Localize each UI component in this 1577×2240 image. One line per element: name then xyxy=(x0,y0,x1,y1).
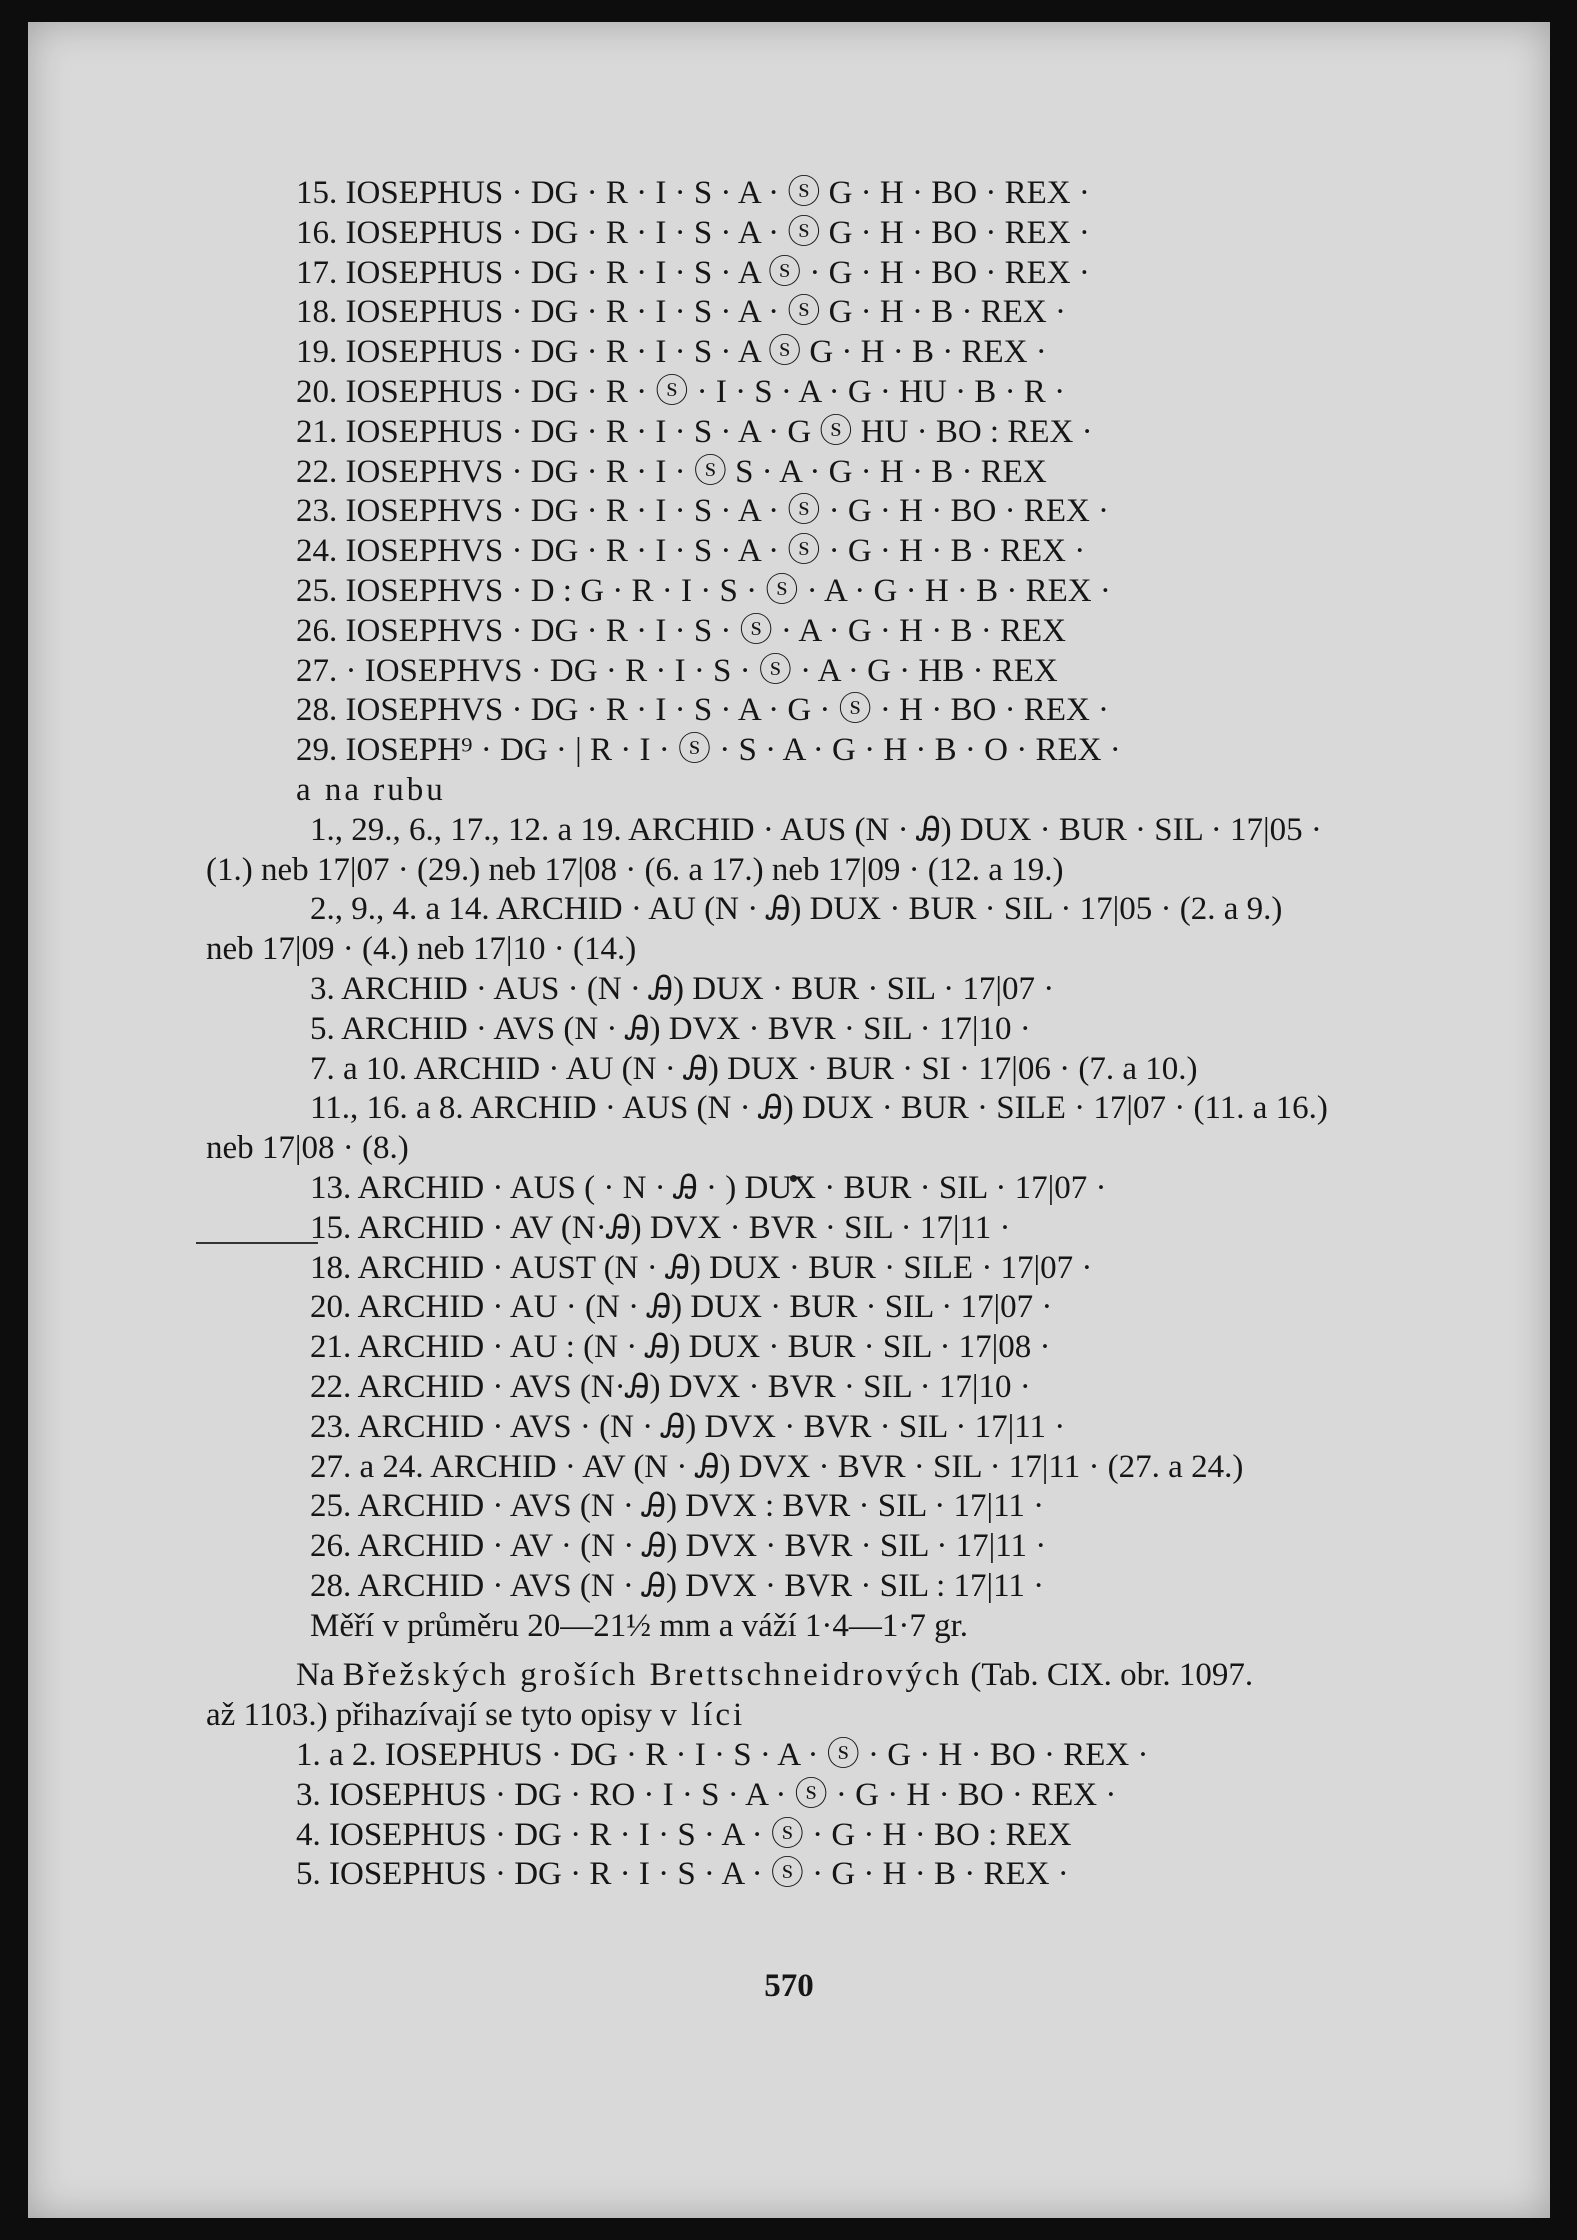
list-item: 25. ARCHID · AVS (N · Ꭿ) DVX : BVR · SIL · 17|11 · xyxy=(310,1488,1045,1525)
list-item: 29. IOSEPH⁹ · DG · | R · I · ⓢ · S · A · G · H · B · O · REX · xyxy=(296,732,1121,769)
intro-spaced-title: Břežských groších Brettschneidrových xyxy=(342,1657,963,1694)
list-item: 3. ARCHID · AUS · (N · Ꭿ) DUX · BUR · SIL · 17|07 · xyxy=(310,970,1055,1007)
intro-prefix: až 1103.) přihazívají se tyto opisy xyxy=(206,1697,661,1734)
list-item: neb 17|08 · (8.) xyxy=(206,1130,409,1167)
obverse-inscriptions xyxy=(206,174,1456,771)
list-item: 11., 16. a 8. ARCHID · AUS (N · Ꭿ) DUX · BUR · SILE · 17|07 · (11. a 16.) xyxy=(310,1090,1328,1127)
list-item: 2., 9., 4. a 14. ARCHID · AU (N · Ꭿ) DUX · BUR · SIL · 17|05 · (2. a 9.) xyxy=(310,891,1283,928)
list-item: 5. IOSEPHUS · DG · R · I · S · A · ⓢ · G · H · B · REX · xyxy=(296,1856,1069,1893)
list-item: 23. IOSEPHVS · DG · R · I · S · A · ⓢ · G · H · BO · REX · xyxy=(296,493,1110,530)
list-item: neb 17|09 · (4.) neb 17|10 · (14.) xyxy=(206,931,637,968)
list-item: 28. IOSEPHVS · DG · R · I · S · A · G · ⓢ · H · BO · REX · xyxy=(296,692,1110,729)
list-item: 18. IOSEPHUS · DG · R · I · S · A · ⓢ G · H · B · REX · xyxy=(296,294,1066,331)
list-item: 20. IOSEPHUS · DG · R · ⓢ · I · S · A · G · HU · B · R · xyxy=(296,373,1066,410)
list-item: 16. IOSEPHUS · DG · R · I · S · A · ⓢ G · H · BO · REX · xyxy=(296,214,1090,251)
list-item: 5. ARCHID · AVS (N · Ꭿ) DVX · BVR · SIL · 17|10 · xyxy=(310,1010,1031,1047)
list-item: 25. IOSEPHVS · D : G · R · I · S · ⓢ · A · G · H · B · REX · xyxy=(296,572,1111,609)
list-item: 27. · IOSEPHVS · DG · R · I · S · ⓢ · A · G · HB · REX xyxy=(296,652,1058,689)
list-item: 7. a 10. ARCHID · AU (N · Ꭿ) DUX · BUR · SI · 17|06 · (7. a 10.) xyxy=(310,1050,1198,1087)
list-item: 1., 29., 6., 17., 12. a 19. ARCHID · AUS (N · Ꭿ) DUX · BUR · SIL · 17|05 · xyxy=(310,811,1322,848)
list-item: 21. ARCHID · AU : (N · Ꭿ) DUX · BUR · SIL · 17|08 · xyxy=(310,1329,1051,1366)
list-item: 15. IOSEPHUS · DG · R · I · S · A · ⓢ G · H · BO · REX · xyxy=(296,175,1090,211)
list-item: 21. IOSEPHUS · DG · R · I · S · A · G ⓢ HU · BO : REX · xyxy=(296,413,1093,450)
reverse-inscriptions xyxy=(206,811,1456,1647)
list-item: 23. ARCHID · AVS · (N · Ꭿ) DVX · BVR · SIL · 17|11 · xyxy=(310,1408,1066,1445)
reverse-heading: a na rubu xyxy=(296,771,446,808)
list-item: 26. ARCHID · AV · (N · Ꭿ) DVX · BVR · SIL · 17|11 · xyxy=(310,1528,1047,1565)
list-item: 1. a 2. IOSEPHUS · DG · R · I · S · A · ⓢ · G · H · BO · REX · xyxy=(296,1737,1149,1774)
intro-suffix: (Tab. CIX. obr. 1097. xyxy=(962,1657,1254,1694)
list-item: 28. ARCHID · AVS (N · Ꭿ) DVX · BVR · SIL : 17|11 · xyxy=(310,1567,1045,1604)
page-number: 570 xyxy=(764,1968,814,2004)
list-item: 22. ARCHID · AVS (N·Ꭿ) DVX · BVR · SIL · 17|10 · xyxy=(310,1368,1031,1405)
list-item: 27. a 24. ARCHID · AV (N · Ꭿ) DVX · BVR · SIL · 17|11 · (27. a 24.) xyxy=(310,1448,1244,1485)
brzeg-intro-line2 xyxy=(206,1696,1456,1736)
list-item: (1.) neb 17|07 · (29.) neb 17|08 · (6. a 17.) neb 17|09 · (12. a 19.) xyxy=(206,851,1064,888)
list-item: 19. IOSEPHUS · DG · R · I · S · A ⓢ G · H · B · REX · xyxy=(296,334,1047,371)
list-item: 17. IOSEPHUS · DG · R · I · S · A ⓢ · G · H · BO · REX · xyxy=(296,254,1090,291)
text-block xyxy=(206,174,1456,1895)
intro-prefix: Na xyxy=(296,1657,343,1694)
list-item: 20. ARCHID · AU · (N · Ꭿ) DUX · BUR · SIL · 17|07 · xyxy=(310,1289,1053,1326)
list-item: 13. ARCHID · AUS ( · N · Ꭿ · ) DUX · BUR · SIL · 17|07 · xyxy=(310,1169,1107,1206)
list-item: 22. IOSEPHVS · DG · R · I · ⓢ S · A · G · H · B · REX xyxy=(296,453,1047,490)
brzeg-intro-line1 xyxy=(206,1656,1456,1696)
list-item: 26. IOSEPHVS · DG · R · I · S · ⓢ · A · G · H · B · REX xyxy=(296,612,1066,649)
list-item: 18. ARCHID · AUST (N · Ꭿ) DUX · BUR · SILE · 17|07 · xyxy=(310,1249,1093,1286)
list-item: 4. IOSEPHUS · DG · R · I · S · A · ⓢ · G · H · BO : REX xyxy=(296,1816,1072,1853)
book-page xyxy=(28,22,1550,2218)
brzeg-obverse-inscriptions xyxy=(206,1736,1456,1895)
list-item: 3. IOSEPHUS · DG · RO · I · S · A · ⓢ · G · H · BO · REX · xyxy=(296,1776,1117,1813)
list-item: 15. ARCHID · AV (N·Ꭿ) DVX · BVR · SIL · 17|11 · xyxy=(310,1209,1011,1246)
intro-spaced-term: v líci xyxy=(660,1697,746,1734)
list-item: Měří v průměru 20—21½ mm a váží 1·4—1·7 gr. xyxy=(310,1607,969,1644)
list-item: 24. IOSEPHVS · DG · R · I · S · A · ⓢ · G · H · B · REX · xyxy=(296,533,1086,570)
